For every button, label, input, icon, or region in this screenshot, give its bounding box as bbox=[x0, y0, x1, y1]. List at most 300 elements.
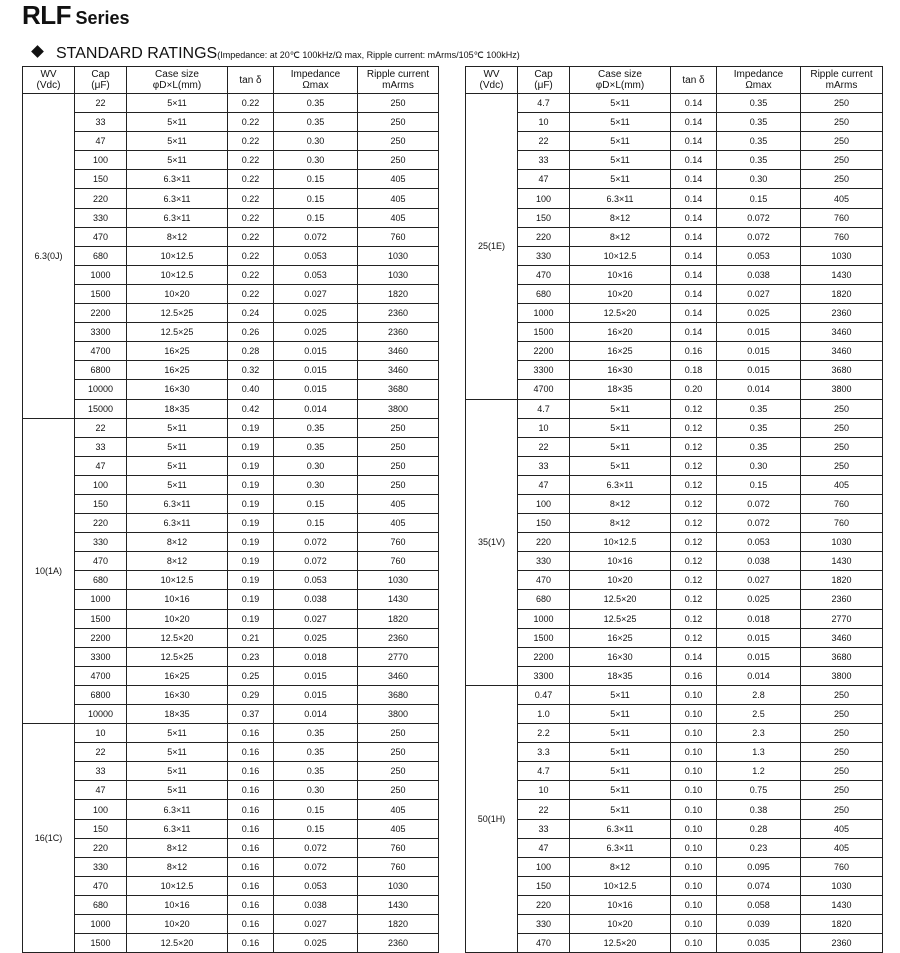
cap-cell: 150 bbox=[518, 876, 570, 895]
impedance-cell: 0.23 bbox=[717, 838, 801, 857]
impedance-cell: 0.072 bbox=[274, 533, 358, 552]
impedance-cell: 0.15 bbox=[274, 800, 358, 819]
cap-cell: 47 bbox=[75, 781, 127, 800]
ripple-current-cell: 1030 bbox=[801, 246, 883, 265]
impedance-cell: 0.072 bbox=[717, 494, 801, 513]
impedance-cell: 0.35 bbox=[274, 418, 358, 437]
table-row bbox=[466, 590, 883, 609]
ripple-current-cell: 3800 bbox=[358, 705, 439, 724]
ripple-current-cell: 1430 bbox=[801, 552, 883, 571]
impedance-cell: 0.015 bbox=[274, 342, 358, 361]
ripple-current-cell: 760 bbox=[358, 533, 439, 552]
tan-delta-cell: 0.25 bbox=[228, 666, 274, 685]
tan-delta-cell: 0.42 bbox=[228, 399, 274, 418]
case-size-cell: 5×11 bbox=[127, 475, 228, 494]
tan-delta-cell: 0.12 bbox=[671, 609, 717, 628]
tan-delta-cell: 0.16 bbox=[671, 666, 717, 685]
tan-delta-cell: 0.19 bbox=[228, 552, 274, 571]
ripple-current-cell: 1430 bbox=[801, 895, 883, 914]
tan-delta-cell: 0.26 bbox=[228, 323, 274, 342]
ripple-current-cell: 405 bbox=[358, 208, 439, 227]
table-row bbox=[466, 170, 883, 189]
cap-cell: 6800 bbox=[75, 361, 127, 380]
cap-cell: 1000 bbox=[518, 609, 570, 628]
impedance-header-line: Ωmax bbox=[745, 80, 772, 91]
ripple-current-cell: 1430 bbox=[358, 895, 439, 914]
wv-header bbox=[23, 67, 75, 94]
impedance-cell: 0.35 bbox=[274, 437, 358, 456]
case-size-cell: 5×11 bbox=[570, 762, 671, 781]
table-row bbox=[466, 514, 883, 533]
tan-delta-cell: 0.14 bbox=[671, 227, 717, 246]
wv-group-cell: 50(1H) bbox=[466, 685, 518, 952]
ripple-current-cell: 3460 bbox=[801, 628, 883, 647]
ripple-current-cell: 1820 bbox=[358, 609, 439, 628]
impedance-cell: 0.30 bbox=[274, 456, 358, 475]
impedance-header-line: Impedance bbox=[290, 69, 341, 80]
cap-cell: 150 bbox=[518, 514, 570, 533]
ripple-current-cell: 250 bbox=[358, 113, 439, 132]
cap-header bbox=[75, 67, 127, 94]
impedance-cell: 0.35 bbox=[717, 418, 801, 437]
cap-cell: 2200 bbox=[75, 304, 127, 323]
ripple-current-cell: 250 bbox=[801, 132, 883, 151]
case-size-cell: 10×12.5 bbox=[127, 571, 228, 590]
cap-cell: 47 bbox=[518, 475, 570, 494]
impedance-cell: 0.072 bbox=[274, 838, 358, 857]
ripple-current-cell: 1820 bbox=[358, 915, 439, 934]
tan-delta-cell: 0.10 bbox=[671, 781, 717, 800]
tan-delta-cell: 0.14 bbox=[671, 304, 717, 323]
cap-cell: 1000 bbox=[75, 915, 127, 934]
ripple-current-cell: 1430 bbox=[801, 265, 883, 284]
ripple-current-cell: 3800 bbox=[801, 380, 883, 399]
table-row bbox=[466, 915, 883, 934]
case-size-cell: 5×11 bbox=[570, 151, 671, 170]
impedance-cell: 0.35 bbox=[717, 132, 801, 151]
cap-cell: 4.7 bbox=[518, 94, 570, 113]
tan-delta-cell: 0.19 bbox=[228, 418, 274, 437]
cap-cell: 1000 bbox=[518, 304, 570, 323]
table-row bbox=[466, 227, 883, 246]
case-size-cell: 8×12 bbox=[127, 227, 228, 246]
impedance-cell: 0.038 bbox=[274, 895, 358, 914]
case-size-cell: 6.3×11 bbox=[570, 819, 671, 838]
table-row bbox=[23, 246, 439, 265]
tan-delta-cell: 0.24 bbox=[228, 304, 274, 323]
cap-cell: 10000 bbox=[75, 380, 127, 399]
ripple-current-cell: 250 bbox=[358, 94, 439, 113]
tan-delta-cell: 0.14 bbox=[671, 323, 717, 342]
ripple-current-cell: 2770 bbox=[358, 647, 439, 666]
impedance-cell: 0.027 bbox=[274, 609, 358, 628]
impedance-cell: 0.018 bbox=[717, 609, 801, 628]
table-row bbox=[466, 189, 883, 208]
wv-group-cell: 10(1A) bbox=[23, 418, 75, 724]
cap-cell: 47 bbox=[75, 132, 127, 151]
case-size-cell: 12.5×25 bbox=[127, 647, 228, 666]
cap-cell: 2200 bbox=[75, 628, 127, 647]
table-row bbox=[466, 246, 883, 265]
ripple-current-cell: 250 bbox=[801, 781, 883, 800]
table-row bbox=[23, 609, 439, 628]
tan-delta-cell: 0.16 bbox=[228, 934, 274, 953]
ripple-current-cell: 3460 bbox=[801, 323, 883, 342]
case-size-cell: 5×11 bbox=[127, 151, 228, 170]
impedance-cell: 0.039 bbox=[717, 915, 801, 934]
case-size-cell: 10×12.5 bbox=[127, 246, 228, 265]
cap-cell: 1.0 bbox=[518, 705, 570, 724]
cap-cell: 100 bbox=[518, 189, 570, 208]
ripple-current-cell: 760 bbox=[801, 208, 883, 227]
table-body bbox=[23, 94, 439, 953]
table-row bbox=[466, 475, 883, 494]
case-size-cell: 5×11 bbox=[570, 724, 671, 743]
ripple-current-cell: 250 bbox=[801, 94, 883, 113]
table-row bbox=[466, 609, 883, 628]
case-size-cell: 5×11 bbox=[570, 437, 671, 456]
cap-cell: 330 bbox=[518, 915, 570, 934]
ripple-current-header-line: Ripple current bbox=[366, 69, 430, 80]
table-row bbox=[23, 418, 439, 437]
table-row bbox=[466, 800, 883, 819]
impedance-cell: 0.28 bbox=[717, 819, 801, 838]
impedance-header-line: Ωmax bbox=[302, 80, 329, 91]
impedance-cell: 0.072 bbox=[274, 227, 358, 246]
ripple-current-cell: 2360 bbox=[358, 304, 439, 323]
case-size-header bbox=[570, 67, 671, 94]
tan-delta-header bbox=[228, 67, 274, 94]
cap-cell: 33 bbox=[518, 456, 570, 475]
impedance-cell: 0.35 bbox=[274, 743, 358, 762]
tan-delta-cell: 0.12 bbox=[671, 533, 717, 552]
impedance-cell: 0.072 bbox=[274, 552, 358, 571]
ripple-current-cell: 2360 bbox=[358, 323, 439, 342]
table-body bbox=[466, 94, 883, 953]
cap-cell: 1500 bbox=[518, 323, 570, 342]
cap-header-line: (μF) bbox=[91, 80, 110, 91]
impedance-cell: 0.074 bbox=[717, 876, 801, 895]
wv-group-cell: 6.3(0J) bbox=[23, 94, 75, 419]
tan-delta-cell: 0.19 bbox=[228, 590, 274, 609]
case-size-cell: 6.3×11 bbox=[127, 189, 228, 208]
cap-cell: 10 bbox=[75, 724, 127, 743]
impedance-cell: 0.35 bbox=[717, 94, 801, 113]
cap-cell: 330 bbox=[518, 246, 570, 265]
cap-cell: 15000 bbox=[75, 399, 127, 418]
case-size-cell: 5×11 bbox=[127, 437, 228, 456]
table-row bbox=[23, 227, 439, 246]
ripple-current-cell: 250 bbox=[358, 724, 439, 743]
table-row bbox=[23, 399, 439, 418]
tan-delta-cell: 0.12 bbox=[671, 456, 717, 475]
case-size-cell: 10×12.5 bbox=[127, 265, 228, 284]
case-size-cell: 8×12 bbox=[127, 552, 228, 571]
case-size-cell: 10×20 bbox=[127, 609, 228, 628]
impedance-cell: 0.015 bbox=[717, 647, 801, 666]
cap-cell: 100 bbox=[75, 151, 127, 170]
cap-cell: 680 bbox=[75, 571, 127, 590]
case-size-cell: 10×12.5 bbox=[570, 876, 671, 895]
impedance-cell: 0.15 bbox=[274, 514, 358, 533]
case-size-cell: 10×12.5 bbox=[127, 876, 228, 895]
impedance-cell: 0.15 bbox=[274, 494, 358, 513]
impedance-cell: 0.015 bbox=[274, 666, 358, 685]
tan-delta-cell: 0.10 bbox=[671, 762, 717, 781]
tan-delta-cell: 0.19 bbox=[228, 475, 274, 494]
cap-cell: 470 bbox=[518, 934, 570, 953]
cap-cell: 330 bbox=[75, 533, 127, 552]
tan-delta-cell: 0.14 bbox=[671, 113, 717, 132]
wv-group-cell: 16(1C) bbox=[23, 724, 75, 953]
case-size-header-line: φD×L(mm) bbox=[152, 80, 202, 91]
cap-cell: 150 bbox=[518, 208, 570, 227]
impedance-cell: 0.035 bbox=[717, 934, 801, 953]
ripple-current-cell: 1030 bbox=[801, 876, 883, 895]
cap-cell: 470 bbox=[75, 876, 127, 895]
tan-delta-cell: 0.10 bbox=[671, 915, 717, 934]
impedance-cell: 0.025 bbox=[274, 323, 358, 342]
impedance-cell: 0.014 bbox=[717, 380, 801, 399]
ripple-current-cell: 250 bbox=[358, 132, 439, 151]
ripple-current-cell: 250 bbox=[358, 151, 439, 170]
ripple-current-cell: 1430 bbox=[358, 590, 439, 609]
table-row bbox=[23, 361, 439, 380]
ripple-current-cell: 760 bbox=[801, 514, 883, 533]
impedance-cell: 0.053 bbox=[274, 876, 358, 895]
cap-cell: 1000 bbox=[75, 590, 127, 609]
impedance-cell: 0.15 bbox=[274, 170, 358, 189]
case-size-cell: 5×11 bbox=[570, 456, 671, 475]
impedance-cell: 0.058 bbox=[717, 895, 801, 914]
table-row bbox=[23, 456, 439, 475]
tan-delta-cell: 0.12 bbox=[671, 437, 717, 456]
series-name: RLF bbox=[22, 0, 72, 30]
table-row bbox=[23, 94, 439, 113]
case-size-cell: 10×20 bbox=[570, 915, 671, 934]
case-size-cell: 16×25 bbox=[127, 666, 228, 685]
ripple-current-header-line: mArms bbox=[382, 80, 414, 91]
cap-cell: 1000 bbox=[75, 265, 127, 284]
tan-delta-cell: 0.10 bbox=[671, 724, 717, 743]
case-size-cell: 18×35 bbox=[570, 666, 671, 685]
ripple-current-cell: 250 bbox=[358, 762, 439, 781]
impedance-cell: 0.053 bbox=[274, 246, 358, 265]
case-size-cell: 6.3×11 bbox=[127, 514, 228, 533]
wv-group-cell: 35(1V) bbox=[466, 399, 518, 685]
ripple-current-cell: 250 bbox=[358, 781, 439, 800]
table-row bbox=[23, 170, 439, 189]
case-size-cell: 10×16 bbox=[570, 265, 671, 284]
ripple-current-cell: 1030 bbox=[358, 876, 439, 895]
case-size-cell: 12.5×25 bbox=[127, 304, 228, 323]
ripple-current-cell: 250 bbox=[358, 456, 439, 475]
ripple-current-cell: 3800 bbox=[801, 666, 883, 685]
table-row bbox=[23, 323, 439, 342]
tan-delta-cell: 0.19 bbox=[228, 456, 274, 475]
tan-delta-cell: 0.22 bbox=[228, 132, 274, 151]
cap-header-line: Cap bbox=[91, 69, 110, 80]
ripple-current-cell: 760 bbox=[358, 838, 439, 857]
impedance-cell: 0.053 bbox=[274, 571, 358, 590]
table-row bbox=[466, 819, 883, 838]
table-row bbox=[23, 284, 439, 303]
ripple-current-cell: 2770 bbox=[801, 609, 883, 628]
tan-delta-cell: 0.22 bbox=[228, 284, 274, 303]
case-size-cell: 8×12 bbox=[570, 857, 671, 876]
table-row bbox=[23, 876, 439, 895]
impedance-cell: 0.30 bbox=[717, 456, 801, 475]
wv-header-line: (Vdc) bbox=[479, 80, 504, 91]
impedance-cell: 0.015 bbox=[274, 361, 358, 380]
ripple-current-cell: 250 bbox=[801, 437, 883, 456]
ripple-current-cell: 760 bbox=[358, 227, 439, 246]
table-row bbox=[23, 437, 439, 456]
tan-delta-cell: 0.16 bbox=[671, 342, 717, 361]
case-size-cell: 5×11 bbox=[127, 418, 228, 437]
impedance-cell: 0.038 bbox=[717, 552, 801, 571]
ripple-current-cell: 250 bbox=[801, 170, 883, 189]
table-row bbox=[466, 304, 883, 323]
ripple-current-cell: 250 bbox=[801, 456, 883, 475]
cap-cell: 4700 bbox=[75, 342, 127, 361]
table-row bbox=[466, 208, 883, 227]
table-row bbox=[23, 475, 439, 494]
impedance-cell: 0.025 bbox=[717, 590, 801, 609]
tan-delta-cell: 0.20 bbox=[671, 380, 717, 399]
tan-delta-cell: 0.10 bbox=[671, 857, 717, 876]
case-size-cell: 8×12 bbox=[127, 533, 228, 552]
cap-cell: 1500 bbox=[75, 934, 127, 953]
case-size-cell: 10×20 bbox=[570, 571, 671, 590]
cap-cell: 220 bbox=[75, 189, 127, 208]
impedance-cell: 0.072 bbox=[717, 514, 801, 533]
case-size-cell: 16×30 bbox=[127, 380, 228, 399]
case-size-cell: 5×11 bbox=[570, 800, 671, 819]
table-row bbox=[23, 934, 439, 953]
case-size-cell: 10×20 bbox=[127, 915, 228, 934]
table-row bbox=[23, 380, 439, 399]
cap-cell: 220 bbox=[518, 533, 570, 552]
impedance-cell: 0.35 bbox=[274, 113, 358, 132]
case-size-cell: 6.3×11 bbox=[570, 838, 671, 857]
ripple-current-cell: 405 bbox=[358, 170, 439, 189]
tan-delta-cell: 0.19 bbox=[228, 571, 274, 590]
table-row bbox=[466, 838, 883, 857]
impedance-cell: 0.30 bbox=[274, 132, 358, 151]
table-row bbox=[466, 628, 883, 647]
cap-cell: 330 bbox=[75, 208, 127, 227]
ripple-current-cell: 760 bbox=[801, 857, 883, 876]
case-size-cell: 18×35 bbox=[570, 380, 671, 399]
table-row bbox=[466, 380, 883, 399]
series-suffix: Series bbox=[75, 8, 130, 28]
cap-cell: 2200 bbox=[518, 647, 570, 666]
ripple-current-cell: 2360 bbox=[801, 304, 883, 323]
cap-header bbox=[518, 67, 570, 94]
case-size-header-line: Case size bbox=[155, 69, 199, 80]
table-row bbox=[466, 418, 883, 437]
ripple-current-cell: 405 bbox=[801, 189, 883, 208]
table-header bbox=[466, 67, 883, 94]
cap-cell: 330 bbox=[75, 857, 127, 876]
tan-delta-cell: 0.12 bbox=[671, 628, 717, 647]
ripple-current-cell: 3680 bbox=[801, 647, 883, 666]
ripple-current-cell: 1030 bbox=[358, 571, 439, 590]
table-row bbox=[23, 762, 439, 781]
cap-cell: 100 bbox=[75, 800, 127, 819]
tan-delta-cell: 0.37 bbox=[228, 705, 274, 724]
cap-header-line: (μF) bbox=[534, 80, 553, 91]
cap-cell: 33 bbox=[75, 762, 127, 781]
case-size-cell: 10×20 bbox=[127, 284, 228, 303]
case-size-cell: 10×16 bbox=[127, 895, 228, 914]
cap-cell: 22 bbox=[518, 437, 570, 456]
table-row bbox=[466, 705, 883, 724]
cap-cell: 22 bbox=[75, 94, 127, 113]
ripple-current-cell: 1030 bbox=[801, 533, 883, 552]
table-row bbox=[466, 857, 883, 876]
ripple-current-cell: 250 bbox=[358, 475, 439, 494]
tan-delta-cell: 0.14 bbox=[671, 132, 717, 151]
cap-cell: 3300 bbox=[518, 666, 570, 685]
cap-cell: 22 bbox=[75, 418, 127, 437]
ripple-current-cell: 250 bbox=[801, 800, 883, 819]
case-size-cell: 6.3×11 bbox=[127, 494, 228, 513]
cap-cell: 6800 bbox=[75, 685, 127, 704]
ripple-current-header bbox=[801, 67, 883, 94]
tan-delta-cell: 0.14 bbox=[671, 265, 717, 284]
cap-cell: 470 bbox=[75, 227, 127, 246]
cap-cell: 10 bbox=[518, 113, 570, 132]
series-title bbox=[22, 0, 130, 31]
impedance-cell: 2.3 bbox=[717, 724, 801, 743]
cap-cell: 2200 bbox=[518, 342, 570, 361]
case-size-cell: 5×11 bbox=[127, 456, 228, 475]
case-size-cell: 8×12 bbox=[127, 838, 228, 857]
table-row bbox=[23, 552, 439, 571]
case-size-header-line: Case size bbox=[598, 69, 642, 80]
cap-cell: 2.2 bbox=[518, 724, 570, 743]
cap-cell: 150 bbox=[75, 170, 127, 189]
ripple-current-cell: 250 bbox=[801, 418, 883, 437]
case-size-cell: 6.3×11 bbox=[570, 189, 671, 208]
table-row bbox=[23, 304, 439, 323]
ripple-current-cell: 3460 bbox=[358, 361, 439, 380]
table-row bbox=[466, 743, 883, 762]
tan-delta-cell: 0.23 bbox=[228, 647, 274, 666]
ripple-current-cell: 250 bbox=[801, 151, 883, 170]
section-heading bbox=[33, 45, 520, 63]
table-row bbox=[23, 915, 439, 934]
cap-cell: 47 bbox=[518, 838, 570, 857]
tan-delta-cell: 0.16 bbox=[228, 781, 274, 800]
ripple-current-cell: 250 bbox=[801, 685, 883, 704]
wv-header-line: (Vdc) bbox=[36, 80, 61, 91]
tan-delta-cell: 0.10 bbox=[671, 895, 717, 914]
tan-delta-cell: 0.10 bbox=[671, 685, 717, 704]
cap-cell: 680 bbox=[75, 895, 127, 914]
table-row bbox=[23, 857, 439, 876]
ripple-current-cell: 760 bbox=[801, 494, 883, 513]
table-row bbox=[466, 647, 883, 666]
case-size-cell: 8×12 bbox=[570, 494, 671, 513]
impedance-cell: 0.072 bbox=[717, 208, 801, 227]
impedance-cell: 0.014 bbox=[274, 399, 358, 418]
cap-cell: 22 bbox=[518, 800, 570, 819]
table-row bbox=[466, 876, 883, 895]
tan-delta-cell: 0.12 bbox=[671, 514, 717, 533]
